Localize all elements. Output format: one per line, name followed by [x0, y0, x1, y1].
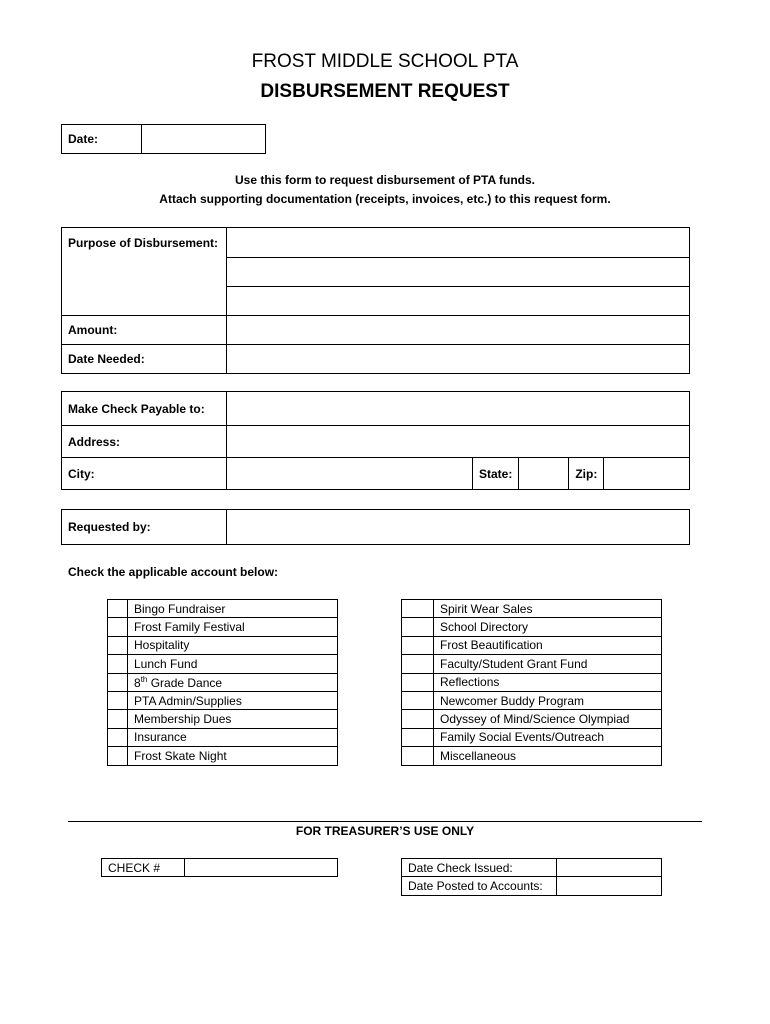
accounts-right-list: [401, 599, 662, 766]
list-item: School Directory: [434, 618, 662, 636]
requested-by-table: [61, 509, 690, 545]
city-label: City:: [62, 458, 227, 490]
zip-label: Zip:: [569, 458, 604, 490]
address-input[interactable]: [227, 426, 690, 458]
check-number-input[interactable]: [185, 859, 338, 877]
city-input[interactable]: [227, 458, 473, 490]
address-label: Address:: [62, 426, 227, 458]
check-number-table: [101, 858, 338, 877]
list-item: Lunch Fund: [128, 655, 338, 673]
checkbox-grade-dance[interactable]: [108, 673, 128, 691]
check-number-label: CHECK #: [102, 859, 185, 877]
purpose-input-line-3[interactable]: [227, 287, 690, 316]
list-item: Frost Beautification: [434, 636, 662, 654]
date-input[interactable]: [142, 125, 266, 154]
date-issued-input[interactable]: [557, 859, 662, 877]
grade-suffix: th: [140, 674, 148, 684]
requested-by-label: Requested by:: [62, 510, 227, 545]
checkbox-insurance[interactable]: [108, 728, 128, 746]
instructions-line-2: Attach supporting documentation (receipts, invoices, etc.) to this request form.: [159, 192, 611, 206]
date-table: [61, 124, 266, 154]
school-name: FROST MIDDLE SCHOOL PTA: [251, 51, 519, 72]
list-item: Newcomer Buddy Program: [434, 691, 662, 709]
date-needed-input[interactable]: [227, 345, 690, 374]
purpose-label-spacer-2: [62, 287, 227, 316]
list-item: [128, 673, 338, 691]
grade-dance-label: Grade Dance: [147, 675, 223, 690]
state-label: State:: [473, 458, 519, 490]
checkbox-newcomer-buddy[interactable]: [402, 691, 434, 709]
list-item: Frost Skate Night: [128, 747, 338, 765]
date-label: Date:: [62, 125, 142, 154]
list-item: Family Social Events/Outreach: [434, 728, 662, 746]
instructions-line-1: Use this form to request disbursement of PTA funds.: [234, 173, 536, 187]
accounts-heading: Check the applicable account below:: [68, 565, 279, 579]
requested-by-input[interactable]: [227, 510, 690, 545]
checkbox-miscellaneous[interactable]: [402, 747, 434, 765]
checkbox-family-social[interactable]: [402, 728, 434, 746]
list-item: Hospitality: [128, 636, 338, 654]
list-item: Faculty/Student Grant Fund: [434, 655, 662, 673]
treasurer-divider: [68, 821, 702, 822]
grade-number: 8: [134, 675, 141, 690]
checkbox-spirit-wear[interactable]: [402, 600, 434, 618]
date-posted-input[interactable]: [557, 877, 662, 895]
request-table: [61, 227, 690, 374]
payable-input[interactable]: [227, 392, 690, 426]
list-item: Bingo Fundraiser: [128, 600, 338, 618]
checkbox-skate-night[interactable]: [108, 747, 128, 765]
checkbox-reflections[interactable]: [402, 673, 434, 691]
checkbox-school-directory[interactable]: [402, 618, 434, 636]
checkbox-pta-admin[interactable]: [108, 691, 128, 709]
checkbox-bingo[interactable]: [108, 600, 128, 618]
list-item: Insurance: [128, 728, 338, 746]
checkbox-hospitality[interactable]: [108, 636, 128, 654]
amount-label: Amount:: [62, 316, 227, 345]
date-needed-label: Date Needed:: [62, 345, 227, 374]
purpose-input-line-2[interactable]: [227, 258, 690, 287]
form-title: DISBURSEMENT REQUEST: [260, 81, 510, 102]
checkbox-beautification[interactable]: [402, 636, 434, 654]
date-posted-label: Date Posted to Accounts:: [402, 877, 557, 895]
list-item: PTA Admin/Supplies: [128, 691, 338, 709]
list-item: Reflections: [434, 673, 662, 691]
list-item: Frost Family Festival: [128, 618, 338, 636]
zip-input[interactable]: [604, 458, 690, 490]
purpose-label: Purpose of Disbursement:: [62, 228, 227, 258]
purpose-input-line-1[interactable]: [227, 228, 690, 258]
date-issued-label: Date Check Issued:: [402, 859, 557, 877]
payee-table: [61, 391, 690, 490]
list-item: Miscellaneous: [434, 747, 662, 765]
state-input[interactable]: [519, 458, 569, 490]
list-item: Spirit Wear Sales: [434, 600, 662, 618]
payable-label: Make Check Payable to:: [62, 392, 227, 426]
treasurer-heading: FOR TREASURER’S USE ONLY: [295, 824, 475, 838]
checkbox-family-festival[interactable]: [108, 618, 128, 636]
checkbox-odyssey[interactable]: [402, 710, 434, 728]
list-item: Odyssey of Mind/Science Olympiad: [434, 710, 662, 728]
treasurer-dates-table: [401, 858, 662, 896]
amount-input[interactable]: [227, 316, 690, 345]
list-item: Membership Dues: [128, 710, 338, 728]
checkbox-lunch-fund[interactable]: [108, 655, 128, 673]
purpose-label-spacer: [62, 258, 227, 287]
checkbox-grant-fund[interactable]: [402, 655, 434, 673]
accounts-left-list: [107, 599, 338, 766]
checkbox-membership-dues[interactable]: [108, 710, 128, 728]
